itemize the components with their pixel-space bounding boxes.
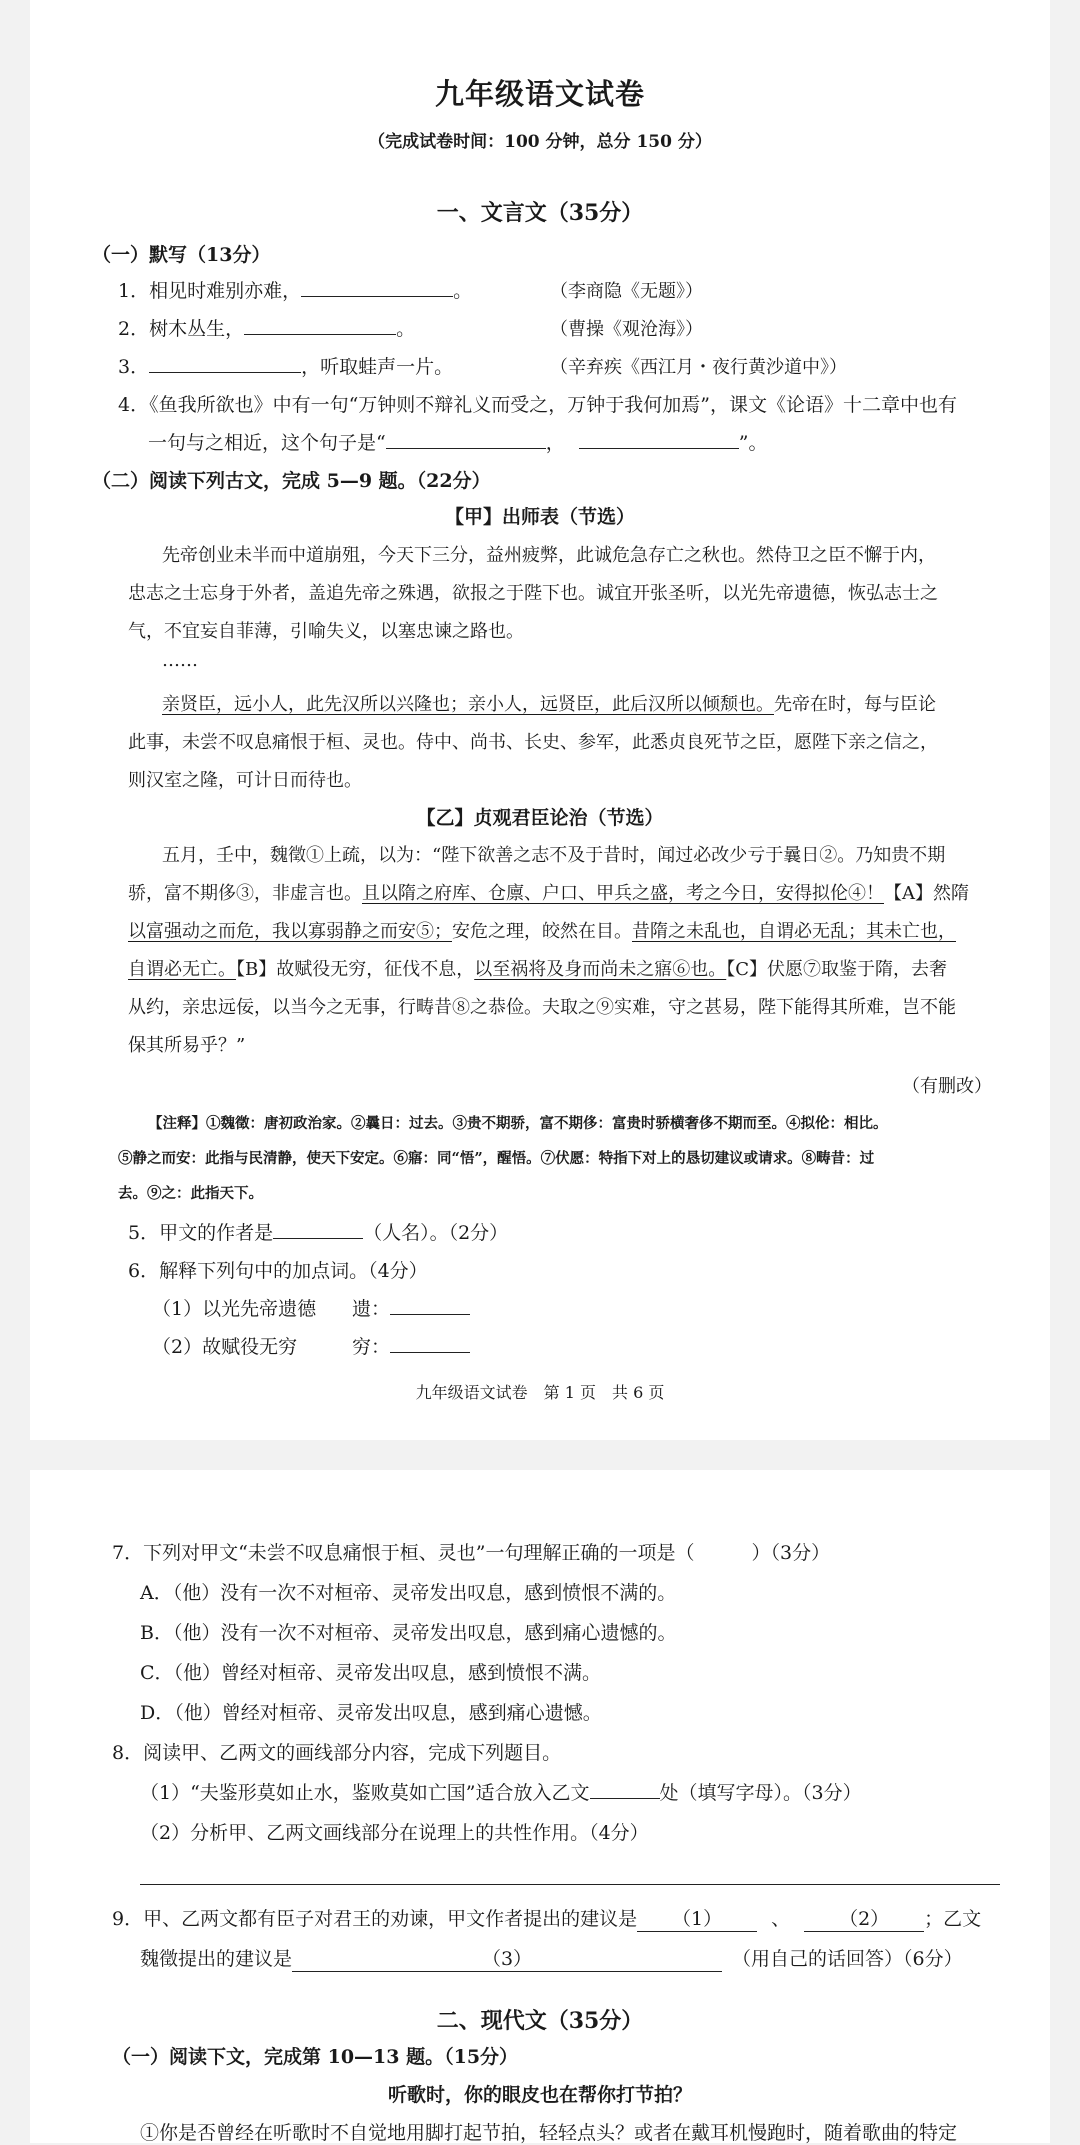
- text-jia-p2-rest: 先帝在时，每与臣论: [774, 694, 936, 715]
- annotation-line: 【注释】①魏徵：唐初政治家。②曩日：过去。③贵不期骄，富不期侈：富贵时骄横奢侈不期而至。④拟伦：相比。: [148, 1115, 888, 1132]
- question-6-1: （1）以光先帝遗德: [152, 1298, 317, 1320]
- answer-blank[interactable]: [301, 276, 453, 297]
- text-yi-segment: 【B】故赋役无穷，征伐不息，: [236, 959, 475, 980]
- article-paragraph-line: ①你是否曾经在听歌时不自觉地用脚打起节拍，轻轻点头？或者在戴耳机慢跑时，随着歌曲的特定: [140, 2122, 958, 2144]
- section-title-modern: 二、现代文（35分）: [436, 2008, 644, 2034]
- answer-blank-2[interactable]: （2）: [804, 1904, 924, 1932]
- answer-line[interactable]: [140, 1884, 1000, 1885]
- answer-blank[interactable]: [386, 428, 546, 449]
- question-9-text: 9．甲、乙两文都有臣子对君王的劝谏，甲文作者提出的建议是: [112, 1908, 638, 1930]
- annotation-line: 去。⑨之：此指天下。: [118, 1185, 263, 1202]
- question-9-line-2: [140, 1944, 963, 1972]
- article-title: 听歌时，你的眼皮也在帮你打节拍？: [387, 2084, 692, 2106]
- underlined-passage: 且以隋之府库、仓廪、户口、甲兵之盛，考之今日，安得拟伦④！: [362, 883, 884, 904]
- question-8-1-text: （1）“夫鉴形莫如止水，鉴败莫如亡国”适合放入乙文: [140, 1782, 590, 1804]
- text-jia-line: 此事，未尝不叹息痛恨于桓、灵也。侍中、尚书、长史、参军，此悉贞良死节之臣，愿陛下亲之信之，: [128, 732, 938, 753]
- text-yi-line-4: [128, 955, 947, 981]
- question-8-2: （2）分析甲、乙两文画线部分在说理上的共性作用。（4分）: [140, 1822, 649, 1844]
- page-footer: 九年级语文试卷 第 1 页 共 6 页: [415, 1383, 665, 1402]
- answer-blank[interactable]: [590, 1778, 660, 1799]
- question-7: 7．下列对甲文“未尝不叹息痛恨于桓、灵也”一句理解正确的一项是（ ）（3分）: [112, 1542, 831, 1564]
- question-6-2-word: 穷：: [352, 1336, 391, 1358]
- underlined-passage: 以富强动之而危，我以寡弱静之而安⑤；: [128, 921, 452, 942]
- question-7-option-c: C．（他）曾经对桓帝、灵帝发出叹息，感到愤恨不满。: [140, 1662, 602, 1684]
- answer-blank[interactable]: [390, 1294, 470, 1315]
- text-yi-line: 从约，亲忠远佞，以当今之无事，行畴昔⑧之恭俭。夫取之⑨实难，守之甚易，陛下能得其所难，岂不能: [128, 997, 956, 1018]
- text-yi-segment: 安危之理，皎然在目。: [452, 921, 632, 942]
- part-heading-dictation: （一）默写（13分）: [92, 244, 271, 266]
- exam-page-1: [30, 0, 1050, 1440]
- text-yi-line: 保其所易乎？”: [128, 1035, 246, 1056]
- text-yi-line-3: [128, 917, 956, 943]
- text-jia-line: 气，不宜妄自菲薄，引喻失义，以塞忠谏之路也。: [128, 621, 524, 642]
- question-3: [118, 352, 453, 379]
- annotation-line: ⑤静之而安：此指与民清静，使天下安定。⑥寤：同“悟”，醒悟。⑦伏愿：特指下对上的恳切建议或请求。⑧畴昔：过: [118, 1150, 875, 1167]
- question-7-option-a: A．（他）没有一次不对桓帝、灵帝发出叹息，感到愤恨不满的。: [140, 1582, 677, 1604]
- question-4-end: ”。: [738, 432, 768, 454]
- text-jia-line: 则汉室之隆，可计日而待也。: [128, 770, 362, 791]
- question-3-source: （辛弃疾《西江月・夜行黄沙道中》）: [550, 357, 847, 378]
- question-5-end: （人名）。（2分）: [363, 1222, 509, 1244]
- answer-blank[interactable]: [149, 352, 301, 373]
- text-jia-title: 【甲】出师表（节选）: [444, 506, 635, 528]
- underlined-passage: 亲贤臣，远小人，此先汉所以兴隆也；亲小人，远贤臣，此后汉所以倾颓也。: [162, 694, 774, 715]
- question-1-end: 。: [453, 280, 473, 302]
- question-6-1-word: 遗：: [352, 1298, 391, 1320]
- question-5-text: 5．甲文的作者是: [128, 1222, 274, 1244]
- question-7-option-b: B．（他）没有一次不对桓帝、灵帝发出叹息，感到痛心遗憾的。: [140, 1622, 677, 1644]
- answer-blank[interactable]: [273, 1218, 363, 1239]
- question-6-2-answer: [352, 1332, 470, 1359]
- question-3-end: ，听取蛙声一片。: [301, 356, 454, 378]
- section-title-classical: 一、文言文（35分）: [436, 200, 644, 226]
- question-6-2: （2）故赋役无穷: [152, 1336, 298, 1358]
- question-1-source: （李商隐《无题》）: [550, 281, 703, 302]
- question-9-line-1: [112, 1904, 981, 1932]
- question-8-1: [140, 1778, 862, 1805]
- question-4-text: 一句与之相近，这个句子是“: [148, 432, 386, 454]
- text-yi-segment: 【C】伏愿⑦取鉴于隋，去奢: [726, 959, 948, 980]
- question-2-end: 。: [396, 318, 416, 340]
- question-4-line-1: 4．《鱼我所欲也》中有一句“万钟则不辩礼义而受之，万钟于我何加焉”，课文《论语》十二章中也有: [118, 394, 958, 416]
- question-9-end-2: （用自己的话回答）（6分）: [732, 1948, 963, 1970]
- question-4-line-2: [148, 428, 767, 455]
- text-yi-segment: 骄，富不期侈③，非虚言也。: [128, 883, 362, 904]
- question-2: [118, 314, 415, 341]
- text-yi-line: 五月，壬中，魏徵①上疏，以为：“陛下欲善之志不及于昔时，闻过必改少亏于曩日②。乃知贵不期: [162, 845, 946, 866]
- question-9-end: ；乙文: [924, 1908, 982, 1930]
- text-yi-line-2: [128, 879, 969, 905]
- underlined-passage: 以至祸将及身而尚未之寤⑥也。: [474, 959, 727, 980]
- part-heading-reading: （二）阅读下列古文，完成 5—9 题。（22分）: [92, 470, 491, 492]
- text-yi-title: 【乙】贞观君臣论治（节选）: [416, 807, 664, 829]
- answer-blank-3[interactable]: （3）: [292, 1944, 722, 1972]
- answer-blank[interactable]: [390, 1332, 470, 1353]
- question-9-text-2: 魏徵提出的建议是: [140, 1948, 293, 1970]
- question-9-sep: 、: [771, 1908, 791, 1930]
- underlined-passage: 昔隋之未乱也，自谓必无乱；其未亡也，: [632, 921, 956, 942]
- revised-note: （有删改）: [902, 1076, 992, 1097]
- question-2-text: 2．树木丛生，: [118, 318, 245, 340]
- question-2-source: （曹操《观沧海》）: [550, 319, 703, 340]
- ellipsis: ……: [162, 650, 198, 671]
- question-3-text: 3．: [118, 356, 150, 378]
- text-jia-line: 先帝创业未半而中道崩殂，今天下三分，益州疲弊，此诚危急存亡之秋也。然侍卫之臣不懈于内，: [162, 545, 936, 566]
- question-8: 8．阅读甲、乙两文的画线部分内容，完成下列题目。: [112, 1742, 562, 1764]
- question-7-option-d: D．（他）曾经对桓帝、灵帝发出叹息，感到痛心遗憾。: [140, 1702, 602, 1724]
- exam-page-2: [30, 1470, 1050, 2143]
- part-heading-modern-reading: （一）阅读下文，完成第 10—13 题。（15分）: [112, 2046, 519, 2068]
- underlined-passage: 自谓必无亡。: [128, 959, 236, 980]
- answer-blank[interactable]: [579, 428, 739, 449]
- question-1-text: 1．相见时难别亦难，: [118, 280, 302, 302]
- question-4-sep: ，: [545, 432, 565, 454]
- question-8-1-end: 处（填写字母）。（3分）: [659, 1782, 862, 1804]
- exam-title: 九年级语文试卷: [434, 77, 645, 111]
- text-jia-line: 忠志之士忘身于外者，盖追先帝之殊遇，欲报之于陛下也。诚宜开张圣听，以光先帝遗德，恢弘志士之: [128, 583, 938, 604]
- text-jia-p2-line-1: [162, 690, 936, 716]
- question-6-1-answer: [352, 1294, 470, 1321]
- exam-subtitle: （完成试卷时间：100 分钟，总分 150 分）: [368, 132, 712, 152]
- question-1: [118, 276, 472, 303]
- answer-blank[interactable]: [244, 314, 396, 335]
- question-5: [128, 1218, 508, 1245]
- text-yi-segment: 【A】然隋: [884, 883, 969, 904]
- answer-blank-1[interactable]: （1）: [637, 1904, 757, 1932]
- question-6: 6．解释下列句中的加点词。（4分）: [128, 1260, 428, 1282]
